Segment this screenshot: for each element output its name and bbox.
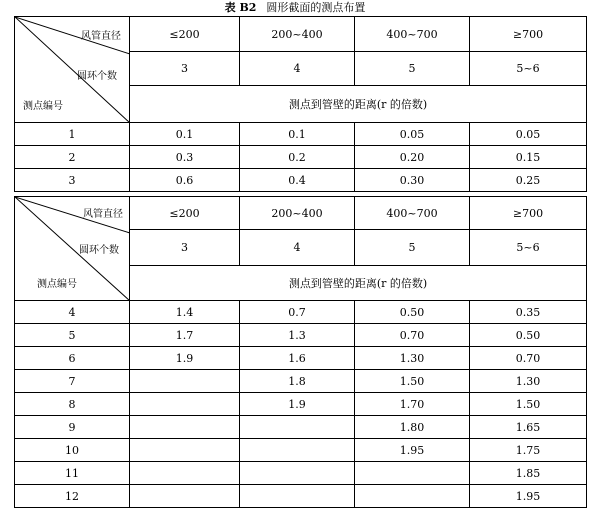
diameter-col-2: 200~400 xyxy=(240,17,355,52)
distance-cell: 0.7 xyxy=(240,301,355,324)
table-row xyxy=(15,146,587,169)
rings-col-3: 5 xyxy=(355,230,470,266)
distance-cell: 1.30 xyxy=(355,347,470,370)
table-row xyxy=(15,301,587,324)
distance-cell: 1.9 xyxy=(130,347,240,370)
distance-cell: 1.80 xyxy=(355,416,470,439)
table-row xyxy=(15,393,587,416)
distance-cell: 0.50 xyxy=(355,301,470,324)
distance-cell: 0.05 xyxy=(470,123,587,146)
table-row xyxy=(15,169,587,192)
distance-cell: 1.50 xyxy=(355,370,470,393)
distance-cell: 0.70 xyxy=(470,347,587,370)
distance-cell xyxy=(240,416,355,439)
table-title: 圆形截面的测点布置 xyxy=(266,1,366,14)
rings-col-3: 5 xyxy=(355,52,470,86)
table-row xyxy=(15,324,587,347)
distance-cell: 0.30 xyxy=(355,169,470,192)
point-number-cell: 4 xyxy=(15,301,130,324)
distance-cell: 0.6 xyxy=(130,169,240,192)
rings-col-2: 4 xyxy=(240,52,355,86)
diameter-col-1: ≤200 xyxy=(130,197,240,230)
distance-cell xyxy=(240,462,355,485)
point-number-cell: 9 xyxy=(15,416,130,439)
rings-col-2: 4 xyxy=(240,230,355,266)
table-number: 表 B2 xyxy=(224,1,257,14)
diameter-col-4: ≥700 xyxy=(470,17,587,52)
rings-col-4: 5~6 xyxy=(470,52,587,86)
table-row xyxy=(15,462,587,485)
distance-cell: 0.2 xyxy=(240,146,355,169)
rings-label: 圆环个数 xyxy=(77,71,117,82)
distance-cell xyxy=(130,485,240,508)
table-row xyxy=(15,439,587,462)
point-number-cell: 2 xyxy=(15,146,130,169)
distance-cell: 1.50 xyxy=(470,393,587,416)
table-row xyxy=(15,416,587,439)
distance-cell: 1.6 xyxy=(240,347,355,370)
table-row xyxy=(15,347,587,370)
distance-cell xyxy=(130,370,240,393)
distance-cell: 1.75 xyxy=(470,439,587,462)
distance-cell: 0.15 xyxy=(470,146,587,169)
table-row xyxy=(15,485,587,508)
point-number-cell: 8 xyxy=(15,393,130,416)
point-number-cell: 12 xyxy=(15,485,130,508)
point-number-cell: 1 xyxy=(15,123,130,146)
measurement-table-part-2 xyxy=(14,196,587,508)
distance-header: 测点到管壁的距离(r 的倍数) xyxy=(130,266,587,301)
distance-cell xyxy=(355,462,470,485)
diameter-col-3: 400~700 xyxy=(355,17,470,52)
point-number-cell: 5 xyxy=(15,324,130,347)
distance-cell xyxy=(130,416,240,439)
point-number-cell: 3 xyxy=(15,169,130,192)
distance-cell xyxy=(240,485,355,508)
measurement-table-part-1 xyxy=(14,16,587,192)
distance-cell: 1.95 xyxy=(470,485,587,508)
distance-cell: 1.9 xyxy=(240,393,355,416)
distance-cell: 0.35 xyxy=(470,301,587,324)
distance-cell: 1.30 xyxy=(470,370,587,393)
diameter-label: 风管直径 xyxy=(81,31,121,42)
distance-cell xyxy=(240,439,355,462)
table-row xyxy=(15,370,587,393)
distance-cell xyxy=(130,439,240,462)
point-number-cell: 7 xyxy=(15,370,130,393)
distance-cell xyxy=(130,393,240,416)
point-label: 测点编号 xyxy=(23,101,63,112)
distance-cell: 0.3 xyxy=(130,146,240,169)
distance-cell: 0.1 xyxy=(240,123,355,146)
distance-cell: 0.50 xyxy=(470,324,587,347)
diameter-label: 风管直径 xyxy=(83,209,123,220)
distance-cell: 1.4 xyxy=(130,301,240,324)
header-diagonal-cell xyxy=(15,17,130,123)
distance-cell: 1.8 xyxy=(240,370,355,393)
point-number-cell: 10 xyxy=(15,439,130,462)
rings-col-1: 3 xyxy=(130,230,240,266)
point-label: 测点编号 xyxy=(37,279,77,290)
distance-header: 测点到管壁的距离(r 的倍数) xyxy=(130,86,587,123)
point-number-cell: 11 xyxy=(15,462,130,485)
header-diagonal-cell xyxy=(15,197,130,301)
diameter-col-2: 200~400 xyxy=(240,197,355,230)
distance-cell: 0.1 xyxy=(130,123,240,146)
distance-cell xyxy=(355,485,470,508)
distance-cell: 1.65 xyxy=(470,416,587,439)
distance-cell: 0.4 xyxy=(240,169,355,192)
rings-label: 圆环个数 xyxy=(79,245,119,256)
rings-col-1: 3 xyxy=(130,52,240,86)
distance-cell: 0.70 xyxy=(355,324,470,347)
distance-cell: 0.25 xyxy=(470,169,587,192)
table-row xyxy=(15,123,587,146)
diameter-col-4: ≥700 xyxy=(470,197,587,230)
distance-cell: 0.20 xyxy=(355,146,470,169)
distance-cell: 1.70 xyxy=(355,393,470,416)
point-number-cell: 6 xyxy=(15,347,130,370)
distance-cell: 1.3 xyxy=(240,324,355,347)
distance-cell xyxy=(130,462,240,485)
distance-cell: 1.85 xyxy=(470,462,587,485)
diameter-col-3: 400~700 xyxy=(355,197,470,230)
table-caption xyxy=(0,0,590,16)
rings-col-4: 5~6 xyxy=(470,230,587,266)
distance-cell: 1.95 xyxy=(355,439,470,462)
distance-cell: 1.7 xyxy=(130,324,240,347)
distance-cell: 0.05 xyxy=(355,123,470,146)
diameter-col-1: ≤200 xyxy=(130,17,240,52)
